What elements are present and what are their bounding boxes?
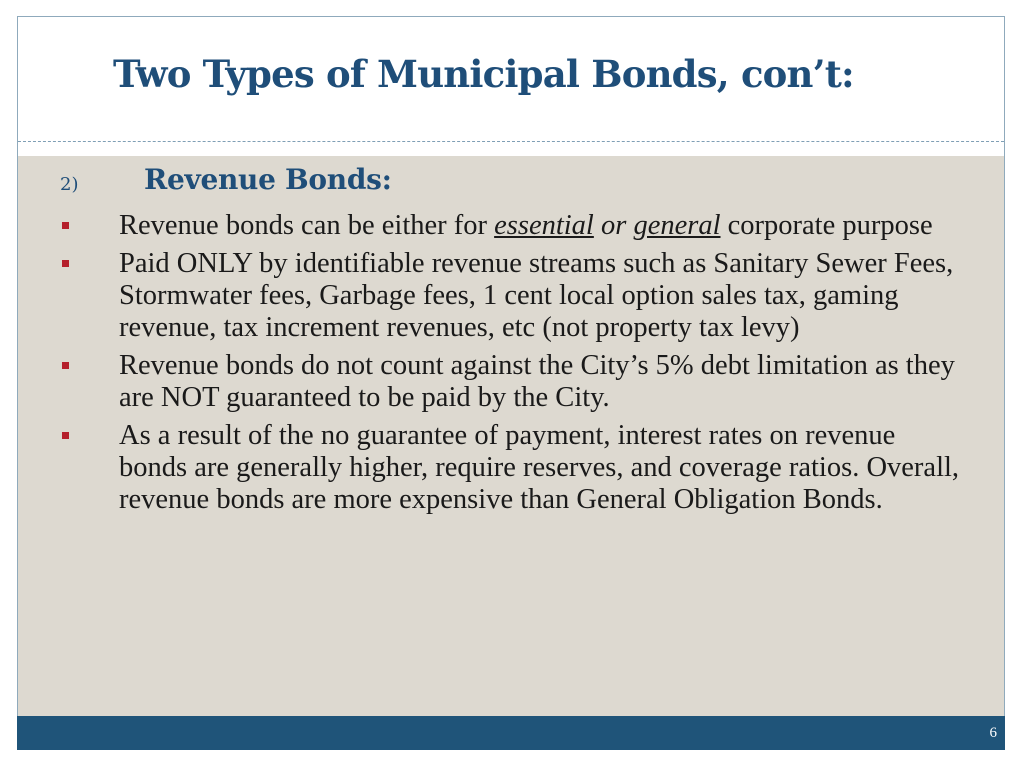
square-bullet-icon [62, 362, 69, 369]
page-number: 6 [989, 725, 997, 741]
bullet-item [18, 248, 969, 344]
bullet-text: Paid ONLY by identifiable revenue streams such as Sanitary Sewer Fees, Stormwater fees, Garbage fees, 1 cent local option sales tax, gaming revenue, tax increment revenues, etc (not property tax levy) [119, 248, 954, 343]
bullet-text: As a result of the no guarantee of payment, interest rates on revenue bonds are generally higher, require reserves, and coverage ratios. Overall, revenue bonds are more expensive than General Obligation Bonds. [119, 420, 960, 515]
bullet-item [18, 350, 969, 414]
connector-text: or [593, 210, 634, 241]
section-number: 2) [60, 174, 79, 195]
bullet-item [18, 210, 969, 242]
square-bullet-icon [62, 260, 69, 267]
bullet-text: Revenue bonds can be either for [119, 210, 495, 241]
content-panel [18, 156, 1004, 716]
emphasis-essential: essential [494, 210, 594, 241]
bullet-list [18, 210, 969, 522]
slide-title: Two Types of Municipal Bonds, con’t: [113, 52, 854, 96]
section-heading: Revenue Bonds: [144, 163, 392, 196]
footer-bar [17, 716, 1005, 750]
square-bullet-icon [62, 432, 69, 439]
title-divider [18, 141, 1004, 142]
bullet-text: Revenue bonds do not count against the City’s 5% debt limitation as they are NOT guaranteed to be paid by the City. [119, 350, 955, 413]
square-bullet-icon [62, 222, 69, 229]
emphasis-general: general [633, 210, 721, 241]
bullet-text: corporate purpose [720, 210, 933, 241]
bullet-item [18, 420, 969, 516]
